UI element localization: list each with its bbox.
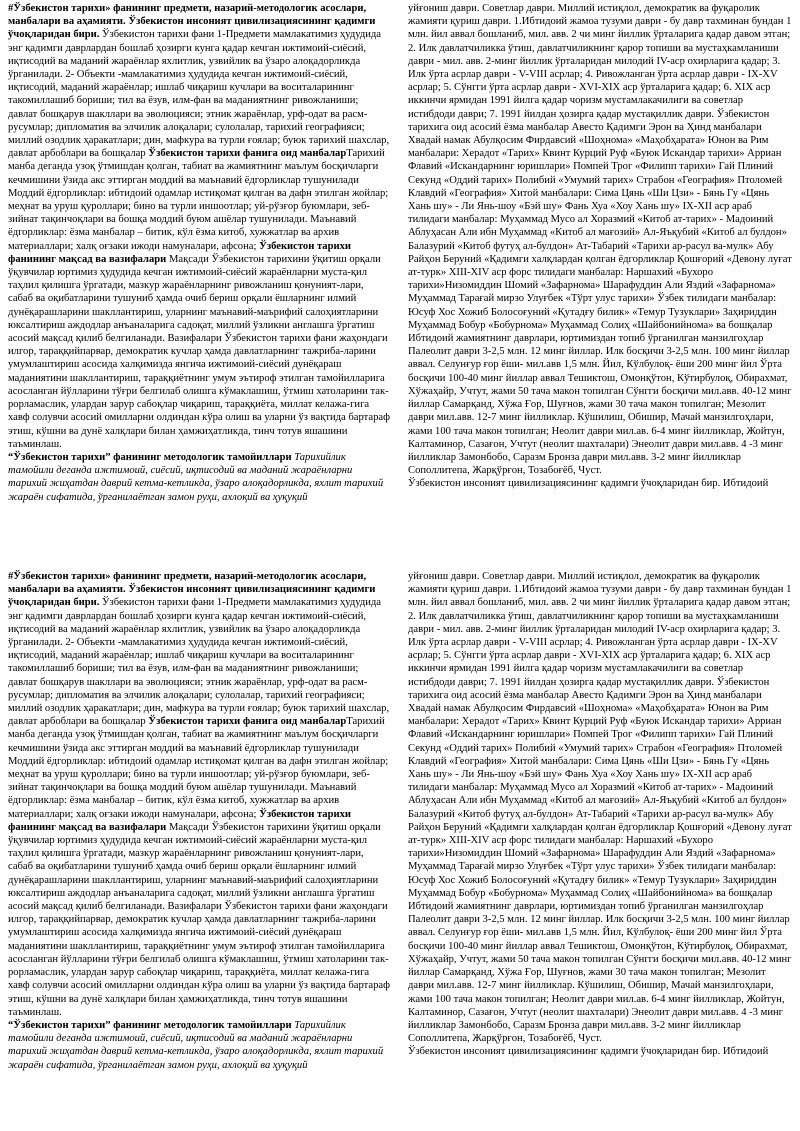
civilization-text: Ўзбекистон инсоният цивилизациясининг қадимги ўчоқларидан бир. Ибтидоий <box>408 478 769 490</box>
section-heading-methodology: “Ўзбекистон тарихи” фанининг методологик тамойиллари <box>8 1019 292 1031</box>
methodology-text: Тарихийлик тамойили деганда ижтимоий, сиёсий, иқтисодий ва маданий жараёнларни тарихий жиҳатдан даврий кетма-кетликда, ўзаро алоқадорликда, яхлит тарихий жараён сифатида, ўрганилаётган замон руҳи, ахлоқий ва ҳуқуқий <box>8 451 384 503</box>
paragraph-block <box>8 570 390 1019</box>
section-heading-subject: #Ўзбекистон тарихи» фанининг предмети, назарий-методологик асослари, манбалари ва аҳамияти. Ўзбекистон инсоният цивилизациясининг қадимги ўчоқларидан бири. <box>8 3 376 41</box>
document-page-bottom <box>0 568 800 1128</box>
goals-text: Мақсади Ўзбекистон тарихини ўқитиш орқали ўқувчилар юртимиз ҳудудида кечган ижтимоий-сиёсий жараёнларни муста-қил таҳлил қилишга ўргатади, мазкур жараёнларнинг ривожланиш қонуният-лари, сабаб ва оқибатларини тушуниб ҳамда очиб бериш орқали ёшларнинг илмий дунёқарашларини шакллантириш, уларнинг маънавий-маърифий салоҳиятларини юксалтириш аждодлар анъаналарига садоқат, миллий ўзликни англашга ўргатиш асосий мақсад қилиб белгиланади. Вазифалари Ўзбекистон тарихи фани жаҳондаги илгор, тараққийпарвар, демократик кучлар ҳамда давлатларнинг тажриба-ларини умумлаштириш асосида халқимизда янгича ижтимоий-сиёсий дунёқараш маданиятини шакллантириш, тараққиётнинг умум эътироф этилган тамойилларига асосланган йўлларини тўғри белгилаб олишга кўмаклашиш, ўтмиш хатоларини так-рорламаслик, улардан зарур сабоқлар чиқариш, тараққиёта, миллат келажа-гига хавф солувчи асосий омилларни олдиндан кўра олиш ва уларни ўз вақтида бартараф этиш, кўшни ва дунё халқлари билан ҳамжиҳатликда, тинч тотув яшашини таъминлаш. <box>8 821 390 1018</box>
subject-text: Ўзбекистон тарихи фани 1-Предмети мамлакатимиз ҳудудида энг қадимги даврлардан бошлаб ҳозирги кунга қадар кечган ижтимоий-сиёсий, иқтисодий ва маданий жараёнлар яхлитлик, узвийлик ва ўзаро алоқадорликда ўрганилади. 2- Объекти -мамлакатимиз ҳудудида кечган ижтимоий-сиёсий, иқтисодий, маданий жараёнлар; ишлаб чиқариш кучлари ва воситаларининг такомиллашиб бориши; тил ва ёзув, илм-фан ва маданиятнинг ривожланиши; давлат бошқарув шакллари ва эволюцияси; этник жараёнлар, урф-одат ва расм-русумлар; дипломатия ва элчилик алоқалари; сулолалар, тарихий географияси; миллий озодлик ҳаракатлари; дин, мафкура ва турли ғоялар; буюк тарихий шахслар, давлат арбоблари ва бошқалар <box>8 597 390 728</box>
section-heading-subject: #Ўзбекистон тарихи» фанининг предмети, назарий-методологик асослари, манбалари ва аҳамияти. Ўзбекистон инсоният цивилизациясининг қадимги ўчоқларидан бири. <box>8 571 376 609</box>
section-heading-goals: Ўзбекистон тарихи фанининг мақсад ва вазифалари <box>8 808 352 833</box>
document-page-top <box>0 0 800 560</box>
paragraph-block <box>8 2 390 451</box>
left-column <box>8 2 390 558</box>
section-heading-sources: Ўзбекистон тарихи фанига оид манбалар <box>148 148 347 160</box>
goals-text: Мақсади Ўзбекистон тарихини ўқитиш орқали ўқувчилар юртимиз ҳудудида кечган ижтимоий-сиёсий жараёнларни муста-қил таҳлил қилишга ўргатади, мазкур жараёнларнинг ривожланиш қонуният-лари, сабаб ва оқибатларини тушуниб ҳамда очиб бериш орқали ёшларнинг илмий дунёқарашларини шакллантириш, уларнинг маънавий-маърифий салоҳиятларини юксалтириш аждодлар анъаналарига садоқат, миллий ўзликни англашга ўргатиш асосий мақсад қилиб белгиланади. Вазифалари Ўзбекистон тарихи фани жаҳондаги илгор, тараққийпарвар, демократик кучлар ҳамда давлатларнинг тажриба-ларини умумлаштириш асосида халқимизда янгича ижтимоий-сиёсий дунёқараш маданиятини шакллантириш, тараққиётнинг умум эътироф этилган тамойилларига асосланган йўлларини тўғри белгилаб олишга кўмаклашиш, ўтмиш хатоларини так-рорламаслик, улардан зарур сабоқлар чиқариш, тараққиёта, миллат келажа-гига хавф солувчи асосий омилларни олдиндан кўра олиш ва уларни ўз вақтида бартараф этиш, кўшни ва дунё халқлари билан ҳамжиҳатликда, тинч тотув яшашини таъминлаш. <box>8 253 390 450</box>
right-column <box>408 570 792 1126</box>
sources-text: Тарихий манба деганда узоқ ўтмишдан қолган, табиат ва жамиятнинг маълум босқичларги кечмишини ўзида акс эттирган моддий ва маънавий ёдгорликлар тушунилади Моддий ёдгорликлар: ибтидоий одамлар истиқомат қилган ва дафн этилган жойлар; меҳнат ва уруш қуроллари; бино ва турли иншоотлар; уй-рўзғор буюмлари, зеб-зийнат тақинчоқлари ва бошқа моддий буюм ашёлар тушунилади. Маънавий ёдгорликлар: ёзма манбалар – битик, кўл ёзма китоб, хужжатлар ва архив материаллари; халқ оғзаки ижоди намуналари, афсона; <box>8 148 389 252</box>
section-heading-sources: Ўзбекистон тарихи фанига оид манбалар <box>148 716 347 728</box>
right-column <box>408 2 792 558</box>
subject-text: Ўзбекистон тарихи фани 1-Предмети мамлакатимиз ҳудудида энг қадимги даврлардан бошлаб ҳозирги кунга қадар кечган ижтимоий-сиёсий, иқтисодий ва маданий жараёнлар яхлитлик, узвийлик ва ўзаро алоқадорликда ўрганилади. 2- Объекти -мамлакатимиз ҳудудида кечган ижтимоий-сиёсий, иқтисодий, маданий жараёнлар; ишлаб чиқариш кучлари ва воситаларининг такомиллашиб бориши; тил ва ёзув, илм-фан ва маданиятнинг ривожланиши; давлат бошқарув шакллари ва эволюцияси; этник жараёнлар, урф-одат ва расм-русумлар; дипломатия ва элчилик алоқалари; сулолалар, тарихий географияси; миллий озодлик ҳаракатлари; дин, мафкура ва турли ғоялар; буюк тарихий шахслар, давлат арбоблари ва бошқалар <box>8 29 390 160</box>
left-column <box>8 570 390 1126</box>
methodology-text: Тарихийлик тамойили деганда ижтимоий, сиёсий, иқтисодий ва маданий жараёнларни тарихий жиҳатдан даврий кетма-кетликда, ўзаро алоқадорликда, яхлит тарихий жараён сифатида, ўрганилаётган замон руҳи, ахлоқий ва ҳуқуқий <box>8 1019 384 1071</box>
section-heading-goals: Ўзбекистон тарихи фанининг мақсад ва вазифалари <box>8 240 352 265</box>
sources-text: Тарихий манба деганда узоқ ўтмишдан қолган, табиат ва жамиятнинг маълум босқичларги кечмишини ўзида акс эттирган моддий ва маънавий ёдгорликлар тушунилади Моддий ёдгорликлар: ибтидоий одамлар истиқомат қилган ва дафн этилган жойлар; меҳнат ва уруш қуроллари; бино ва турли иншоотлар; уй-рўзғор буюмлари, зеб-зийнат тақинчоқлари ва бошқа моддий буюм ашёлар тушунилади. Маънавий ёдгорликлар: ёзма манбалар – битик, кўл ёзма китоб, хужжатлар ва архив материаллари; халқ оғзаки ижоди намуналари, афсона; <box>8 716 389 820</box>
paragraph-block <box>8 451 390 504</box>
paragraph-block <box>8 1019 390 1072</box>
section-heading-methodology: “Ўзбекистон тарихи” фанининг методологик тамойиллари <box>8 451 292 463</box>
periodization-text: уйғониш даври. Советлар даври. Миллий истиқлол, демократик ва фуқаролик жамияти қуриш даври. 1.Ибтидоий жамоа тузуми даври - бу давр тахминан бундан 1 млн. йил аввал бошланиб, мил. авв. 2 чи минг йиллик ўрталарига қадар давом этган; 2. Илк давлатчиликка ўтиш, давлатчиликнинг қарор топиши ва мустаҳкамланиши даври - мил. авв. 2-минг йиллик ўрталаридан милодий IV-аср охирларига қадар; 3. Илк ўрта асрлар даври - V-VIII асрлар; 4. Ривожланган ўрта асрлар даври - IX-XV асрлар; 5. Сўнгги ўрта асрлар даври - XVI-XIX аср ўрталарига қадар; 6. XIX аср иккинчи ярмидан 1991 йилга қадар чоризм мустамлакачилиги ва советлар истибдоди даври; 7. 1991 йилдан ҳозирга қадар мустақиллик даври. Ўзбекистон тарихига оид асосий ёзма манбалар Авесто Қадимги Эрон ва Ҳинд манбалари Хвадай намак Абулқосим Фирдавсий «Шоҳнома» «Маҳобҳарата» Юнон ва Рим манбалари: Херадот «Тарих» Квинт Курций Руф «Буюк Искандар тарихи» Арриан Флавий «Искандарнинг юришлари» Помпей Трог «Филипп тарихи» Гай Плиний Секунд «Оддий тарих» Полибий «Умумий тарих» Страбон «География» Птоломей Клавдий «География» Хитой манбалари: Сима Цянь «Ши Цзи» - Бянь Гу «Цянь Хань шу» - Ли Янь-шоу «Бэй шу» Фань Хуа «Хоу Хань шу» IX-XII аср араб тилидаги манбалар: Муҳаммад Мусо ал Хоразмий «Китоб ат-тарих» - Мадоиний Аблуҳасан Али ибн Муҳаммад «Китоб ал мағозий» Ал-Яъқубий «Китоб ал булдон» Балазурий «Китоб футуҳ ал-булдон» Ат-Табарий «Тарихи ар-расул ва-мулк» Абу Райҳон Беруний «Қадимги халқлардан қолган ёдгорликлар Қошғорий «Девону луғат ат-турк» XIII-XIV аср форс тилидаги манбалар: Наршахий «Бухоро тарихи»Низомиддин Шомий «Зафарнома» Шарафуддин Али Яздий «Зафарнома» Муҳаммад Тарағай мирзо Улуғбек «Тўрт улус тарихи» Ўзбек тилидаги манбалар: Юсуф Хос Хожиб Болосоғуний «Қутадғу билик» «Темур Тузуклари» Заҳириддин Муҳаммад Бобур «Бобурнома» Муҳаммад Солиҳ «Шайбонийнома» ва бошқалар Ибтидоий жамиятнинг даврлари, юртимиздан топиб ўрганилган манзилгоҳлар Палеолит даври 3-2,5 млн. 12 минг йиллар. Илк босқичи 3-2,5 млн. 100 минг йиллар аввал. Селунғур ғор ёши- мил.авв 1,5 млн. Йил, Кўлбулоқ- ёши 200 минг йил Ўрта босқичи 100-40 минг йиллар аввал Тешиктош, Омонқўтон, Кўтирбулоқ, Обирахмат, Хўжаҳайр, Учтут, жами 50 тача макон топилган Сўнгги босқичи мил.авв. 40-12 минг йиллар Самарқанд, Хўжа Ғор, Шуғнов, жами 30 тача макон топилган; Мезолит даври мил.авв. 12-7 минг йилликлар. Кўшилиш, Обишир, Мачай манзилгоҳлари, жами 100 тача макон топилган; Неолит даври мил.ав. 6-4 минг йилликлар, Жойтун, Калтаминор, Сазағон, Учтут (неолит шахталари) Энеолит даври мил.авв. 4 -3 минг йилликлар Замонбобо, Саразм Бронза даври мил.авв. 3-2 минг йилликлар Сополлитепа, Жарқўрғон, Тозабоғёб, Чуст. <box>408 571 792 1045</box>
periodization-text: уйғониш даври. Советлар даври. Миллий истиқлол, демократик ва фуқаролик жамияти қуриш даври. 1.Ибтидоий жамоа тузуми даври - бу давр тахминан бундан 1 млн. йил аввал бошланиб, мил. авв. 2 чи минг йиллик ўрталарига қадар давом этган; 2. Илк давлатчиликка ўтиш, давлатчиликнинг қарор топиши ва мустаҳкамланиши даври - мил. авв. 2-минг йиллик ўрталаридан милодий IV-аср охирларига қадар; 3. Илк ўрта асрлар даври - V-VIII асрлар; 4. Ривожланган ўрта асрлар даври - IX-XV асрлар; 5. Сўнгги ўрта асрлар даври - XVI-XIX аср ўрталарига қадар; 6. XIX аср иккинчи ярмидан 1991 йилга қадар чоризм мустамлакачилиги ва советлар истибдоди даври; 7. 1991 йилдан ҳозирга қадар мустақиллик даври. Ўзбекистон тарихига оид асосий ёзма манбалар Авесто Қадимги Эрон ва Ҳинд манбалари Хвадай намак Абулқосим Фирдавсий «Шоҳнома» «Маҳобҳарата» Юнон ва Рим манбалари: Херадот «Тарих» Квинт Курций Руф «Буюк Искандар тарихи» Арриан Флавий «Искандарнинг юришлари» Помпей Трог «Филипп тарихи» Гай Плиний Секунд «Оддий тарих» Полибий «Умумий тарих» Страбон «География» Птоломей Клавдий «География» Хитой манбалари: Сима Цянь «Ши Цзи» - Бянь Гу «Цянь Хань шу» - Ли Янь-шоу «Бэй шу» Фань Хуа «Хоу Хань шу» IX-XII аср араб тилидаги манбалар: Муҳаммад Мусо ал Хоразмий «Китоб ат-тарих» - Мадоиний Аблуҳасан Али ибн Муҳаммад «Китоб ал мағозий» Ал-Яъқубий «Китоб ал булдон» Балазурий «Китоб футуҳ ал-булдон» Ат-Табарий «Тарихи ар-расул ва-мулк» Абу Райҳон Беруний «Қадимги халқлардан қолган ёдгорликлар Қошғорий «Девону луғат ат-турк» XIII-XIV аср форс тилидаги манбалар: Наршахий «Бухоро тарихи»Низомиддин Шомий «Зафарнома» Шарафуддин Али Яздий «Зафарнома» Муҳаммад Тарағай мирзо Улуғбек «Тўрт улус тарихи» Ўзбек тилидаги манбалар: Юсуф Хос Хожиб Болосоғуний «Қутадғу билик» «Темур Тузуклари» Заҳириддин Муҳаммад Бобур «Бобурнома» Муҳаммад Солиҳ «Шайбонийнома» ва бошқалар Ибтидоий жамиятнинг даврлари, юртимиздан топиб ўрганилган манзилгоҳлар Палеолит даври 3-2,5 млн. 12 минг йиллар. Илк босқичи 3-2,5 млн. 100 минг йиллар аввал. Селунғур ғор ёши- мил.авв 1,5 млн. Йил, Кўлбулоқ- ёши 200 минг йил Ўрта босқичи 100-40 минг йиллар аввал Тешиктош, Омонқўтон, Кўтирбулоқ, Обирахмат, Хўжаҳайр, Учтут, жами 50 тача макон топилган Сўнгги босқичи мил.авв. 40-12 минг йиллар Самарқанд, Хўжа Ғор, Шуғнов, жами 30 тача макон топилган; Мезолит даври мил.авв. 12-7 минг йилликлар. Кўшилиш, Обишир, Мачай манзилгоҳлари, жами 100 тача макон топилган; Неолит даври мил.ав. 6-4 минг йилликлар, Жойтун, Калтаминор, Сазағон, Учтут (неолит шахталари) Энеолит даври мил.авв. 4 -3 минг йилликлар Замонбобо, Саразм Бронза даври мил.авв. 3-2 минг йилликлар Сополлитепа, Жарқўрғон, Тозабоғёб, Чуст. <box>408 3 792 477</box>
civilization-text: Ўзбекистон инсоният цивилизациясининг қадимги ўчоқларидан бир. Ибтидоий <box>408 1046 769 1058</box>
